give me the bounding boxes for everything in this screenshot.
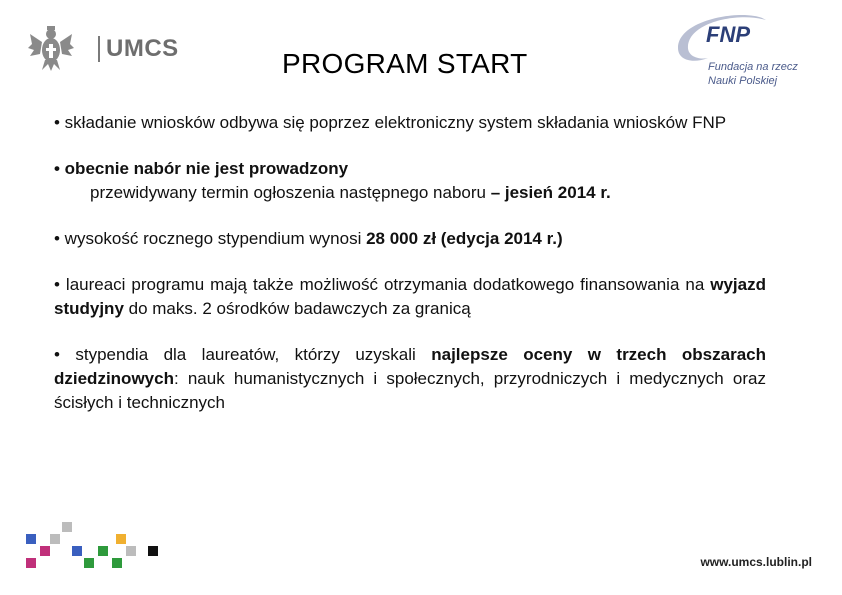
pixel-square [40, 546, 50, 556]
bullet-list [54, 111, 766, 415]
pixel-square [62, 522, 72, 532]
bullet-study-trip [54, 273, 766, 321]
fnp-subtitle-line2: Nauki Polskiej [708, 75, 778, 87]
pixel-decoration [26, 522, 166, 572]
pixel-square [26, 558, 36, 568]
fnp-subtitle-line1: Fundacja na rzecz [708, 61, 798, 73]
bullet-application-system: • składanie wniosków odbywa się poprzez elektroniczny system składania wniosków FNP [54, 113, 727, 132]
fnp-logo [668, 8, 828, 92]
scholarship-amount-value: 28 000 zł (edycja 2014 r.) [366, 229, 563, 248]
fnp-logo-text: FNP [706, 22, 750, 47]
recruitment-status-text: • obecnie nabór nie jest prowadzony [54, 159, 349, 178]
pixel-square [126, 546, 136, 556]
best-grades-text-1: • stypendia dla laureatów, którzy uzyskali [54, 345, 432, 364]
umcs-logo [28, 24, 179, 74]
next-recruitment-line [54, 181, 766, 205]
pixel-square [98, 546, 108, 556]
best-grades-text-2: : nauk humanistycznych i społecznych, przyrodniczych i medycznych oraz ścisłych i technicznych [54, 369, 766, 412]
study-trip-text-1: • laureaci programu mają także możliwość otrzymania dodatkowego finansowania na [54, 275, 711, 294]
best-grades-highlight: najlepsze oceny w trzech obszarach dziedzinowych [54, 345, 766, 388]
bullet-scholarship-amount [54, 227, 766, 251]
umcs-logo-text: UMCS [106, 35, 179, 62]
bullet-best-grades [54, 343, 766, 415]
fnp-subtitle [708, 60, 838, 88]
study-trip-text-2: do maks. 2 ośrodków badawczych za granicą [123, 299, 471, 318]
pixel-square [112, 558, 122, 568]
next-recruitment-text: przewidywany termin ogłoszenia następnego naboru [90, 183, 491, 202]
scholarship-amount-text: • wysokość rocznego stypendium wynosi [54, 229, 367, 248]
pixel-square [148, 546, 158, 556]
bullet-recruitment-status [54, 157, 766, 205]
next-recruitment-date: – jesień 2014 r. [490, 183, 611, 202]
logo-divider [98, 36, 100, 62]
slide-title: PROGRAM START [282, 48, 528, 79]
pixel-square [26, 534, 36, 544]
pixel-square [72, 546, 82, 556]
pixel-square [84, 558, 94, 568]
pixel-square [116, 534, 126, 544]
eagle-emblem-icon [28, 24, 74, 72]
study-trip-highlight: wyjazd studyjny [54, 275, 766, 318]
pixel-square [50, 534, 60, 544]
footer-url: www.umcs.lublin.pl [700, 555, 812, 569]
